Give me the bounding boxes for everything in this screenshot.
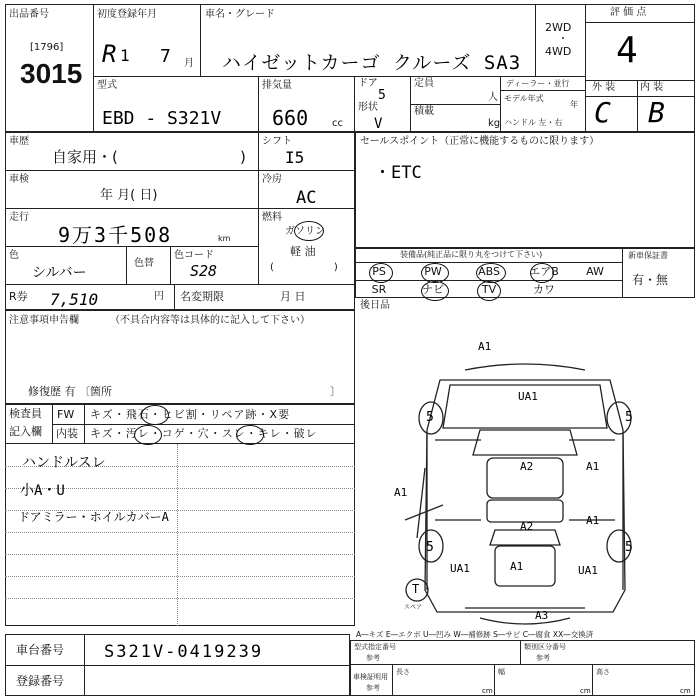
history-close: ) <box>240 148 246 166</box>
wear-circle <box>236 425 264 445</box>
history-label: 車歴 <box>9 136 29 147</box>
ac-label: 冷房 <box>262 174 282 185</box>
chassis-value: S321V-0419239 <box>104 642 264 662</box>
first-reg-label: 初度登録年月 <box>97 9 157 20</box>
shift-label: シフト <box>262 136 292 147</box>
after-date-label: 後日品 <box>360 300 390 311</box>
mileage-value: 9万3千508 <box>58 223 173 247</box>
capacity-label: 定員 <box>414 78 434 89</box>
height-label: 高さ <box>596 668 610 676</box>
inspection-value: 年 月( 日) <box>100 188 158 203</box>
displacement-value: 660 <box>272 106 309 130</box>
load-unit: kg <box>488 118 501 129</box>
equip-abs: ABS <box>478 265 500 278</box>
repaint-label: 色替 <box>134 258 154 269</box>
interior-insp-label: 内装 <box>56 427 78 440</box>
handle-label: ハンドル 左・右 <box>504 118 563 127</box>
car-name: ハイゼットカーゴ クルーズ SA3 <box>222 52 522 74</box>
fuel-gas: ガソリン <box>285 226 325 237</box>
equip-navi-circle <box>421 281 449 301</box>
color-code-value: S28 <box>190 262 218 280</box>
year-unit: 年 <box>570 100 578 109</box>
mileage-unit: km <box>218 234 231 243</box>
mark-left-door: A1 <box>394 486 408 499</box>
repair-close: 〕 <box>330 385 341 398</box>
inspector-label1: 検査員 <box>9 407 42 420</box>
first-reg-year: 1 <box>120 46 130 65</box>
mark-right-rear-door: A1 <box>586 514 600 527</box>
lot-sub: [1796] <box>30 42 64 53</box>
name-change-value: 月 日 <box>280 290 306 303</box>
equip-tv-circle <box>477 281 501 301</box>
first-reg-month: 7 <box>160 46 171 67</box>
fuel-diesel: 軽 油 <box>290 245 316 258</box>
model-value: EBD - S321V <box>102 108 222 129</box>
yen-unit: 円 <box>154 291 164 302</box>
equip-leather: カワ <box>533 283 555 296</box>
tire-rr: 5 <box>625 540 633 555</box>
notes-label: 注意事項申告欄 <box>9 315 79 326</box>
equip-tv: TV <box>481 283 497 296</box>
eval-score: 4 <box>616 30 638 71</box>
dealer-label: ディーラー・並行 <box>506 79 570 88</box>
interior-items: キズ・汚レ・コゲ・穴・スレ・キレ・破レ <box>90 427 318 440</box>
sales-point-label: セールスポイント（正常に機能するものに限ります） <box>360 136 600 147</box>
length-label: 長さ <box>396 668 410 676</box>
tire-rl: 5 <box>426 540 434 555</box>
mark-front-bumper: A1 <box>478 340 492 353</box>
cm-unit-3: cm <box>680 687 691 695</box>
new-car-cert-label: 新車保証書 <box>628 251 668 260</box>
color-value: シルバー <box>32 265 87 281</box>
equip-pw-circle <box>421 263 449 283</box>
equip-ps: PS <box>372 265 386 278</box>
tire-fl: 5 <box>426 410 434 425</box>
capacity-unit: 人 <box>488 92 498 103</box>
damage-legend: A―キズ E―エクボ U―凹み W―補修跡 S―サビ C―腐食 XX―交換済 <box>356 630 594 639</box>
inspection-label: 車検 <box>9 174 29 185</box>
mark-right-rear: UA1 <box>578 564 598 577</box>
drive-dot: ・ <box>558 34 568 45</box>
mark-roof-rear: A2 <box>520 520 534 533</box>
displacement-unit: cc <box>332 118 343 129</box>
mark-rear-bumper: A3 <box>535 609 549 622</box>
shape-label: 形状 <box>358 102 378 113</box>
mileage-label: 走行 <box>9 212 29 223</box>
width-label: 幅 <box>498 668 505 676</box>
equip-aw: AW <box>586 265 604 278</box>
ref-label-1: 参考 <box>366 654 380 662</box>
ref-label-3: 参考 <box>366 684 380 692</box>
lot-number: 3015 <box>20 58 83 89</box>
spare-tire-mark: T <box>412 582 420 596</box>
equip-navi: ナビ <box>422 283 444 296</box>
spare-label: スペア <box>404 604 423 611</box>
month-unit: 月 <box>184 58 194 69</box>
drive-4wd: 4WD <box>545 45 572 58</box>
color-code-label: 色コード <box>174 250 214 261</box>
repair-history: 修復歴 有 〔箇所 <box>28 385 112 398</box>
fuel-gas-circle <box>294 221 324 241</box>
mark-left-rear: UA1 <box>450 562 470 575</box>
cm-unit-2: cm <box>580 687 591 695</box>
load-label: 積載 <box>414 106 434 117</box>
door-value: 5 <box>378 88 386 103</box>
fuel-label: 燃料 <box>262 212 282 223</box>
first-reg-era: R <box>102 40 117 68</box>
drive-2wd: 2WD <box>545 21 572 34</box>
recycle-value: 7,510 <box>50 290 99 309</box>
shape-value: V <box>374 116 383 132</box>
model-label: 型式 <box>97 80 117 91</box>
tire-fr: 5 <box>625 410 633 425</box>
equip-ps-circle <box>369 263 393 283</box>
mark-hood: UA1 <box>518 390 538 403</box>
equipment-label: 装備品(純正品に限り丸をつけて下さい) <box>400 250 543 259</box>
mark-roof: A2 <box>520 460 534 473</box>
eval-label: 評 価 点 <box>610 7 647 18</box>
new-car-cert-value: 有・無 <box>632 273 669 287</box>
note-line-1: ハンドルスレ <box>22 455 106 471</box>
sales-point-frame <box>355 132 695 248</box>
mark-rear-hatch: A1 <box>510 560 524 573</box>
vin-cert-label: 車検証明用 <box>353 673 388 681</box>
color-label: 色 <box>9 250 19 261</box>
damage-diagram <box>395 340 655 630</box>
reg-number-label: 登録番号 <box>16 674 65 688</box>
type-cert-label: 型式指定番号 <box>354 643 396 651</box>
recycle-label: R券 <box>9 290 28 303</box>
cm-unit-1: cm <box>482 687 493 695</box>
exterior-grade: C <box>594 96 611 129</box>
equip-pw: PW <box>424 265 442 278</box>
interior-grade: B <box>648 96 665 129</box>
interior-label: 内 装 <box>640 82 664 93</box>
lot-label: 出品番号 <box>9 9 49 20</box>
dirt-circle <box>134 425 162 445</box>
history-value: 自家用・( <box>52 148 118 166</box>
shift-value: I5 <box>285 148 305 167</box>
sales-point-value: ・ETC <box>374 163 422 183</box>
mark-right-front-door: A1 <box>586 460 600 473</box>
note-line-3: ドアミラー・ホイルカバーA <box>18 510 169 524</box>
inspector-label2: 記入欄 <box>9 425 42 438</box>
equip-abs-circle <box>476 263 506 283</box>
notes-instruction: （不具合内容等は具体的に記入して下さい） <box>110 315 310 326</box>
ref-label-2: 参考 <box>536 654 550 662</box>
equip-airbag: エアB <box>529 265 559 278</box>
equip-airbag-circle <box>530 263 554 283</box>
note-line-2: 小A・U <box>20 483 65 499</box>
model-year-label: モデル年式 <box>504 94 544 103</box>
fw-items: キズ・飛石・ヒビ割・リペア跡・X要 <box>90 408 291 421</box>
car-name-label: 車名・グレード <box>205 9 275 20</box>
exterior-label: 外 装 <box>592 82 616 93</box>
displacement-label: 排気量 <box>262 80 292 91</box>
name-change-label: 名変期限 <box>180 290 224 303</box>
flying-stone-circle <box>141 405 169 425</box>
class-label: 類別区分番号 <box>524 643 566 651</box>
ac-value: AC <box>296 188 317 208</box>
equip-sr: SR <box>371 283 387 296</box>
fw-label: FW <box>57 408 75 421</box>
chassis-label: 車台番号 <box>16 643 65 657</box>
paren-marks: ( ) <box>270 262 338 273</box>
door-label: ドア <box>358 78 378 89</box>
